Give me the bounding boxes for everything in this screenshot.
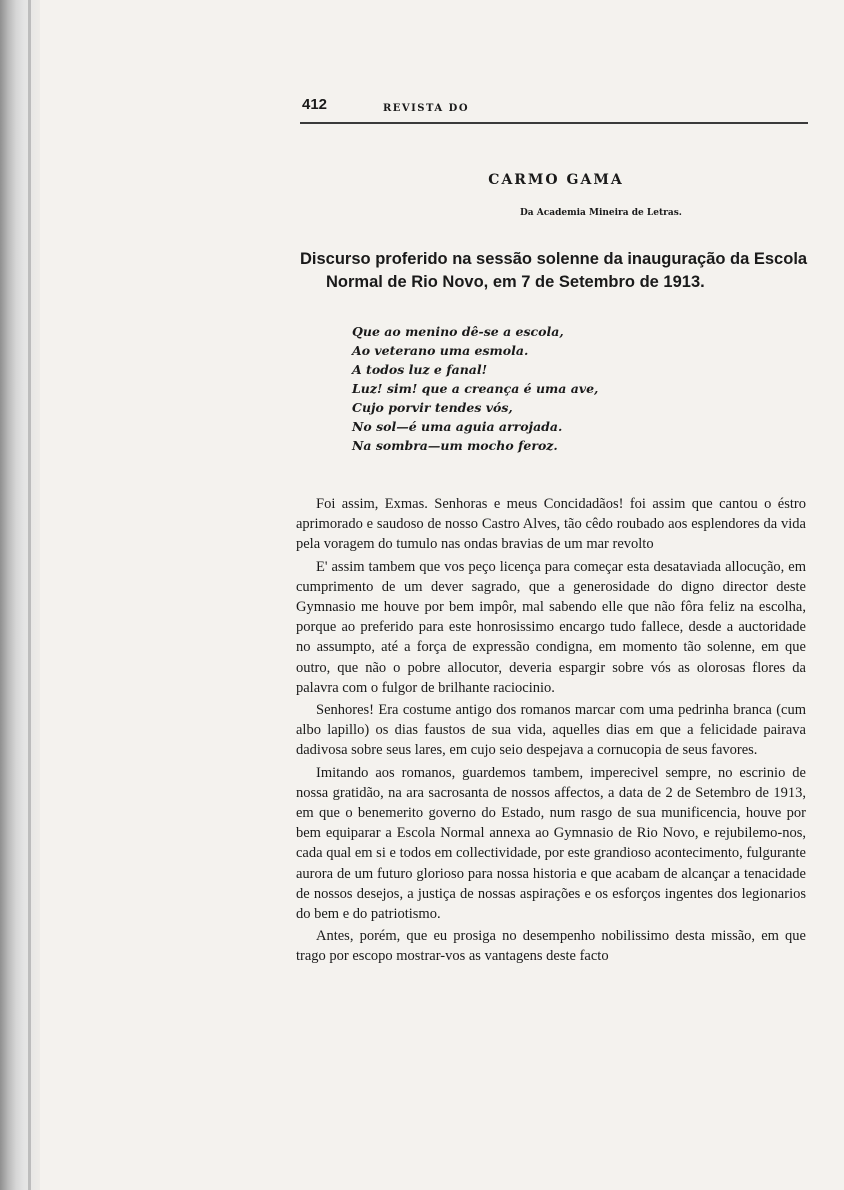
poem-line: A todos luz e fanal!	[352, 362, 488, 377]
paragraph: Senhores! Era costume antigo dos romanos marcar com uma pedrinha branca (cum albo lapillo) os dias faustos de sua vida, aquelles dias em que a felicidade pairava dadivosa sobre seus lares, em cujo seio despejava a cornucopia de seus favores.	[296, 702, 806, 759]
paragraph: Foi assim, Exmas. Senhoras e meus Concidadãos! foi assim que cantou o éstro aprimorado e saudoso de nosso Castro Alves, tão cêdo roubado aos esplendores da vida pela voragem do tumulo nas ondas bravias de um mar revolto	[296, 496, 806, 553]
speech-body	[296, 494, 806, 969]
paragraph: Imitando aos romanos, guardemos tambem, imperecivel sempre, no escrinio de nossa gratidão, na ara sacrosanta de nossos affectos, a data de 2 de Setembro de 1913, em que o benemerito governo do Estado, num rasgo de sua munificencia, houve por bem equiparar a Escola Normal annexa ao Gymnasio de Rio Novo, e rejubilemo-nos, cada qual em si e todos em collectividade, por este grandioso acontecimento, fulgurante aurora de um futuro glorioso para nossa historia e que acabam de alcançar a tenacidade de nossos desejos, a justiça de nossas aspirações e os esforços ingentes dos legionarios do bem e do patriotismo.	[296, 764, 806, 923]
epigraph-poem	[352, 322, 772, 455]
poem-line: Que ao menino dê-se a escola,	[352, 324, 564, 339]
paragraph: E' assim tambem que vos peço licença para começar esta desataviada allocução, em cumprimento de um dever sagrado, que a generosidade do digno director deste Gymnasio me houve por bem impôr, mal sabendo elle que não fôra feliz na escolha, porque ao preferido para este honrosissimo encargo tudo fallece, desde a auctoridade no assumpto, até a força de expressão condigna, em momento tão solenne, em que outro, que não o pobre allocutor, deveria espargir sobre vós as olorosas flores da palavra com o fulgor de brilhante raciocinio.	[296, 558, 806, 696]
poem-line: Cujo porvir tendes vós,	[352, 400, 513, 415]
poem-line: Na sombra—um mocho feroz.	[352, 438, 558, 453]
header-rule	[300, 122, 808, 124]
poem-line: No sol—é uma aguia arrojada.	[352, 419, 563, 434]
author-name: CARMO GAMA	[488, 172, 624, 188]
page-number: 412	[302, 96, 328, 113]
author-affiliation: Da Academia Mineira de Letras.	[520, 208, 682, 218]
poem-line: Ao veterano uma esmola.	[352, 343, 529, 358]
running-title: REVISTA DO	[382, 103, 470, 114]
poem-line: Luz! sim! que a creança é uma ave,	[352, 381, 599, 396]
speech-heading	[300, 248, 810, 294]
heading-line: Normal de Rio Novo, em 7 de Setembro de 1913.	[326, 273, 705, 291]
paragraph: Antes, porém, que eu prosiga no desempenho nobilissimo desta missão, em que trago por escopo mostrar-vos as vantagens deste facto	[296, 928, 806, 965]
heading-line: Discurso proferido na sessão solenne da inauguração da Escola	[300, 250, 808, 268]
